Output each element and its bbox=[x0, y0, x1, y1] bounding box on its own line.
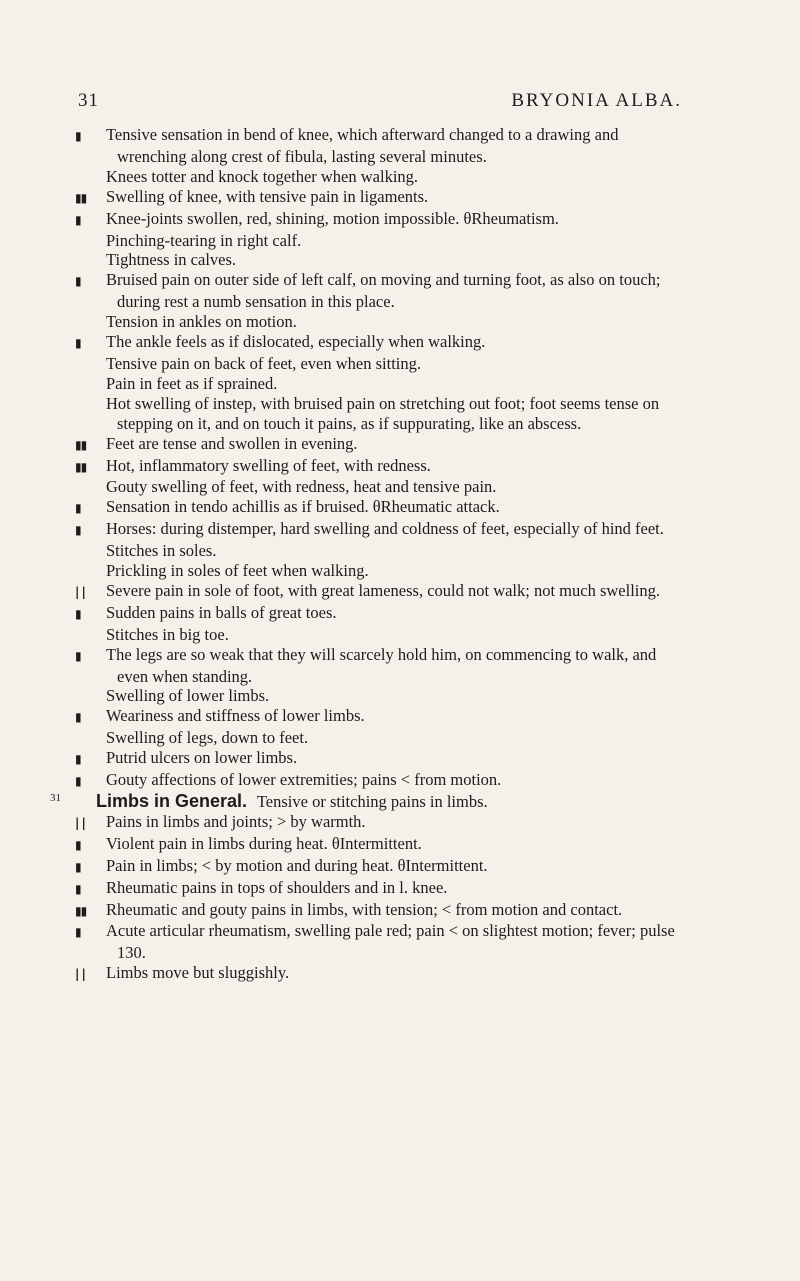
symptom-text: Tension in ankles on motion. bbox=[106, 312, 297, 332]
symptom-text: Prickling in soles of feet when walking. bbox=[106, 561, 369, 581]
symptom-entry bbox=[96, 728, 690, 748]
grade-mark: ▮ bbox=[75, 837, 81, 852]
symptom-text: Acute articular rheumatism, swelling pale red; pain < on slightest motion; fever; pulse 130. bbox=[106, 921, 675, 963]
grade-mark: ▮ bbox=[75, 859, 81, 874]
grade-mark: ▮ bbox=[75, 925, 81, 940]
grade-mark: ▮▮ bbox=[75, 459, 87, 474]
symptom-text: Swelling of knee, with tensive pain in ligaments. bbox=[106, 186, 429, 206]
symptom-entry bbox=[96, 541, 690, 561]
symptom-entry bbox=[75, 963, 690, 985]
symptom-text: Knee-joints swollen, red, shining, motion impossible. θRheumatism. bbox=[106, 208, 559, 228]
symptom-text: Swelling of lower limbs. bbox=[106, 686, 270, 706]
symptom-entry bbox=[96, 477, 690, 497]
symptom-text: Gouty swelling of feet, with redness, heat and tensive pain. bbox=[106, 477, 497, 497]
symptom-text: Tensive sensation in bend of knee, which afterward changed to a drawing and wrenching along crest of fibula, lasting several minutes. bbox=[106, 125, 619, 166]
symptom-entry bbox=[75, 208, 690, 231]
section-heading-row: 31 Limbs in General. Tensive or stitching pains in limbs. bbox=[50, 791, 488, 811]
symptom-text: Pinching-tearing in right calf. bbox=[106, 230, 302, 250]
grade-mark: ▮ bbox=[75, 752, 81, 767]
symptom-text: Tensive pain on back of feet, even when sitting. bbox=[106, 353, 421, 373]
symptom-entry bbox=[75, 877, 690, 900]
symptom-text: Sudden pains in balls of great toes. bbox=[106, 602, 337, 622]
symptom-entry bbox=[96, 625, 690, 645]
grade-mark: ▮ bbox=[75, 523, 81, 538]
symptom-entry bbox=[96, 250, 690, 270]
grade-mark: | | bbox=[75, 967, 85, 982]
symptom-text: The legs are so weak that they will scarcely hold him, on commencing to walk, and even when standing. bbox=[106, 644, 657, 686]
symptom-entry bbox=[75, 497, 690, 519]
symptom-entry bbox=[75, 602, 690, 625]
section-heading: Limbs in General. bbox=[96, 791, 248, 811]
grade-mark: ▮ bbox=[75, 606, 81, 621]
symptom-text: Stitches in soles. bbox=[106, 541, 217, 561]
symptom-text: Rheumatic and gouty pains in limbs, with tension; < from motion and contact. bbox=[106, 899, 623, 919]
symptom-entry bbox=[96, 354, 690, 374]
grade-mark: ▮ bbox=[75, 274, 81, 289]
grade-mark: | | bbox=[75, 815, 85, 830]
running-head: BRYONIA ALBA. bbox=[511, 90, 682, 111]
symptom-entry bbox=[75, 519, 690, 541]
symptom-entry bbox=[75, 644, 690, 687]
page-header bbox=[78, 90, 682, 114]
symptom-text: Sensation in tendo achillis as if bruised. θRheumatic attack. bbox=[106, 497, 500, 517]
symptom-entry bbox=[96, 231, 690, 251]
grade-mark: ▮ bbox=[75, 710, 81, 725]
section-symptom-list bbox=[75, 811, 690, 985]
grade-mark: ▮ bbox=[75, 336, 81, 351]
symptom-text: Hot, inflammatory swelling of feet, with redness. bbox=[106, 455, 431, 475]
symptom-text: Pains in limbs and joints; > by warmth. bbox=[106, 811, 366, 831]
symptom-text: Knees totter and knock together when walking. bbox=[106, 166, 419, 186]
symptom-entry bbox=[96, 312, 690, 332]
grade-mark: ▮ bbox=[75, 774, 81, 789]
grade-mark: ▮▮ bbox=[75, 903, 87, 918]
grade-mark: | | bbox=[75, 584, 85, 599]
symptom-text: Hot swelling of instep, with bruised pain on stretching out foot; foot seems tense on stepping on it, and on touch it pains, as if suppurating, like an abscess. bbox=[106, 393, 660, 433]
grade-mark: ▮ bbox=[75, 501, 81, 516]
section-intro-text: Tensive or stitching pains in limbs. bbox=[256, 792, 488, 811]
symptom-text: Violent pain in limbs during heat. θIntermittent. bbox=[106, 833, 422, 853]
symptom-entry bbox=[75, 770, 690, 792]
grade-mark: ▮ bbox=[75, 212, 81, 227]
page-number: 31 bbox=[78, 90, 99, 111]
symptom-text: Bruised pain on outer side of left calf, on moving and turning foot, as also on touch; during rest a numb sensation in this place. bbox=[106, 270, 661, 312]
symptom-entry bbox=[75, 270, 690, 312]
symptom-text: Pain in limbs; < by motion and during heat. θIntermittent. bbox=[106, 855, 488, 875]
symptom-entry bbox=[96, 167, 690, 187]
symptom-text: Putrid ulcers on lower limbs. bbox=[106, 748, 298, 768]
symptom-entry bbox=[75, 332, 690, 354]
symptom-entry bbox=[75, 855, 690, 878]
grade-mark: ▮▮ bbox=[75, 437, 87, 452]
grade-mark: ▮ bbox=[75, 881, 81, 896]
symptom-entry bbox=[75, 186, 690, 209]
symptom-entry bbox=[96, 374, 690, 394]
symptom-entry bbox=[75, 580, 690, 603]
symptom-entry bbox=[75, 899, 690, 922]
symptom-text: Weariness and stiffness of lower limbs. bbox=[106, 706, 365, 726]
grade-mark: ▮ bbox=[75, 648, 81, 663]
symptom-entry bbox=[96, 561, 690, 581]
symptom-entry bbox=[75, 455, 690, 478]
symptom-text: Swelling of legs, down to feet. bbox=[106, 728, 309, 748]
symptom-entry bbox=[96, 686, 690, 706]
grade-mark: ▮▮ bbox=[75, 190, 87, 205]
symptom-entry bbox=[75, 125, 690, 167]
symptom-text: Rheumatic pains in tops of shoulders and in l. knee. bbox=[106, 877, 448, 897]
symptom-entry bbox=[75, 811, 690, 834]
symptom-entry bbox=[75, 433, 690, 456]
symptom-entry bbox=[75, 921, 690, 963]
symptom-text: Horses: during distemper, hard swelling and coldness of feet, especially of hind feet. bbox=[106, 519, 664, 539]
symptom-entry bbox=[75, 833, 690, 856]
symptom-list bbox=[75, 125, 690, 792]
symptom-text: The ankle feels as if dislocated, especially when walking. bbox=[106, 332, 486, 352]
symptom-entry bbox=[75, 706, 690, 728]
symptom-entry bbox=[96, 394, 690, 434]
symptom-entry bbox=[75, 748, 690, 770]
symptom-text: Tightness in calves. bbox=[106, 250, 237, 270]
symptom-text: Stitches in big toe. bbox=[106, 624, 229, 644]
symptom-text: Pain in feet as if sprained. bbox=[106, 373, 278, 393]
symptom-text: Severe pain in sole of foot, with great lameness, could not walk; not much swelling. bbox=[106, 580, 661, 600]
symptom-text: Limbs move but sluggishly. bbox=[106, 963, 290, 983]
body-text bbox=[50, 125, 690, 985]
grade-mark: ▮ bbox=[75, 129, 81, 143]
symptom-text: Feet are tense and swollen in evening. bbox=[106, 433, 358, 453]
symptom-text: Gouty affections of lower extremities; pains < from motion. bbox=[106, 770, 502, 790]
